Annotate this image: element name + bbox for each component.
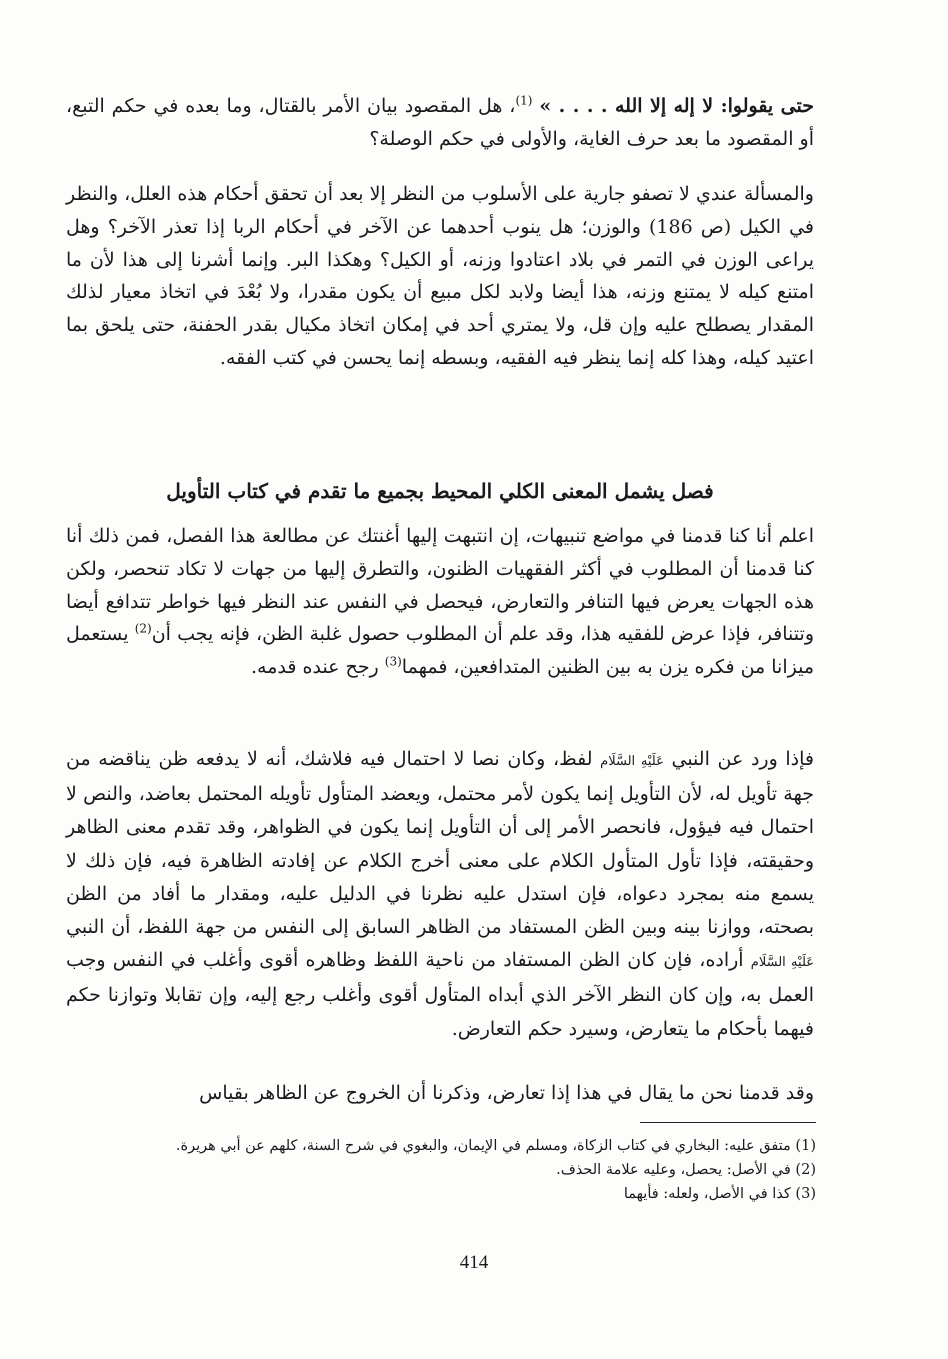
section-heading: فصل يشمل المعنى الكلي المحيط بجميع ما تقدم في كتاب التأويل [166,479,714,503]
footnote-ref-3: (3) [384,654,402,669]
intro-paragraph-2: والمسألة عندي لا تصفو جارية على الأسلوب من النظر إلا بعد أن تحقق أحكام هذه العلل، والنظر في الكيل (ص 186) والوزن؛ هل ينوب أحدهما عن الآخر في أحكام الربا إذا تعذر الآخر؟ وهل يراعى الوزن في التمر في بلاد اعتادوا وزنه، أو الكيل؟ وهكذا البر. وإنما أشرنا إلى هذا لأن ما امتنع كيله لا يمتنع وزنه، هذا أيضا ولابد لكل مبيع أن يكون مقدرا، ولا بُعْدَ في اتخاذ معيار لذلك المقدار يصطلح عليه وإن قل، ولا يمتري أحد في إمكان اتخاذ مكيال بقدر الحفنة، حتى يلحق بما اعتيد كيله، وهذا كله إنما ينظر فيه الفقيه، وبسطه إنما يحسن في كتب الفقه. [66,183,815,369]
section-paragraph-1 [66,520,814,684]
footnote-ref-1: (1) [515,93,533,108]
section-paragraph-2-part-b: لفظ، وكان نصا لا احتمال فيه فلاشك، أنه لا يدفعه ظن يناقضه من جهة تأويل له، لأن التأويل إنما يكون لأمر محتمل، ويعضد المتأول تأويله المحتمل بعاضد، والنص لا احتمال فيه فيؤول، فانحصر الأمر إلى أن التأويل إنما يكون في الظواهر، وقد تقدم معنى الظاهر وحقيقته، فإذا تأول المتأول الكلام على معنى أخرج الكلام عن إفادته الظاهرة فيه، فإن ذلك لا يسمع منه بمجرد دعواه، فإن استدل عليه نظرنا في الدليل عليه، ومقدار ما أفاد من الظن بصحته، ووازنا بينه وبين الظن المستفاد من الظاهر السابق إلى النفس من جهة اللفظ، أن النبي [66,748,815,939]
section-paragraph-3: وقد قدمنا نحن ما يقال في هذا إذا تعارض، وذكرنا أن الخروج عن الظاهر بقياس [199,1082,814,1104]
hadith-quote: حتى يقولوا: لا إله إلا الله . . . . » [539,95,814,117]
section-paragraph-2-part-a: فإذا ورد عن النبي [663,748,815,770]
honorific-ligature: عَلَيْهِ السَّلَام [600,754,664,769]
page-number: 414 [459,1252,489,1273]
section-paragraph-1-part-a: اعلم أنا كنا قدمنا في مواضع تنبيهات، إن انتبهت إليها أغنتك عن مطالعة هذا الفصل، فمن ذلك أنا كنا قدمنا أن المطلوب في أكثر الفقهيات الظنون، والتطرق إليها من جهات لا تكاد تنحصر، ولكن هذه الجهات يعرض فيها التنافر والتعارض، فيحصل في النفس عند النظر فيها خواطر تتدافع أيضا وتتنافر، فإذا عرض للفقيه هذا، وقد علم أن المطلوب حصول غلبة الظن، فإنه يجب أن [66,525,814,646]
intro-paragraph-1 [66,90,814,156]
honorific-ligature: عَلَيْهِ السَّلَام [750,955,815,971]
footnotes [66,1134,816,1206]
footnote-2: (2) في الأصل: يحصل، وعليه علامة الحذف. [556,1162,816,1178]
section-paragraph-2 [66,743,814,1046]
section-paragraph-2-part-c: أراده، فإن كان الظن المستفاد من ناحية اللفظ وظاهره أقوى وأغلب في النفس وجب العمل به، وإن كان النظر الآخر الذي أبداه المتأول أقوى وأغلب رجع إليه، وإن تقابلا وتوازنا حكم فيهما بأحكام ما يتعارض، وسيرد حكم التعارض. [66,949,814,1040]
section-paragraph-1-part-c: رجح عنده قدمه. [251,656,385,679]
footnote-1: (1) متفق عليه: البخاري في كتاب الزكاة، ومسلم في الإيمان، والبغوي في شرح السنة، كلهم عن أبي هريرة. [175,1138,816,1154]
footnote-3: (3) كذا في الأصل، ولعله: فأيهما [623,1186,816,1202]
intro-paragraph-1-text: ، هل المقصود بيان الأمر بالقتال، وما بعده في حكم التبع، أو المقصود ما بعد حرف الغاية، والأولى في حكم الوصلة؟ [66,95,814,150]
footnote-divider [640,1122,816,1123]
section-paragraph-1-part-b: يستعمل ميزانا من فكره يزن به بين الظنين المتدافعين، فمهما [66,623,814,679]
footnote-ref-2: (2) [134,622,152,637]
